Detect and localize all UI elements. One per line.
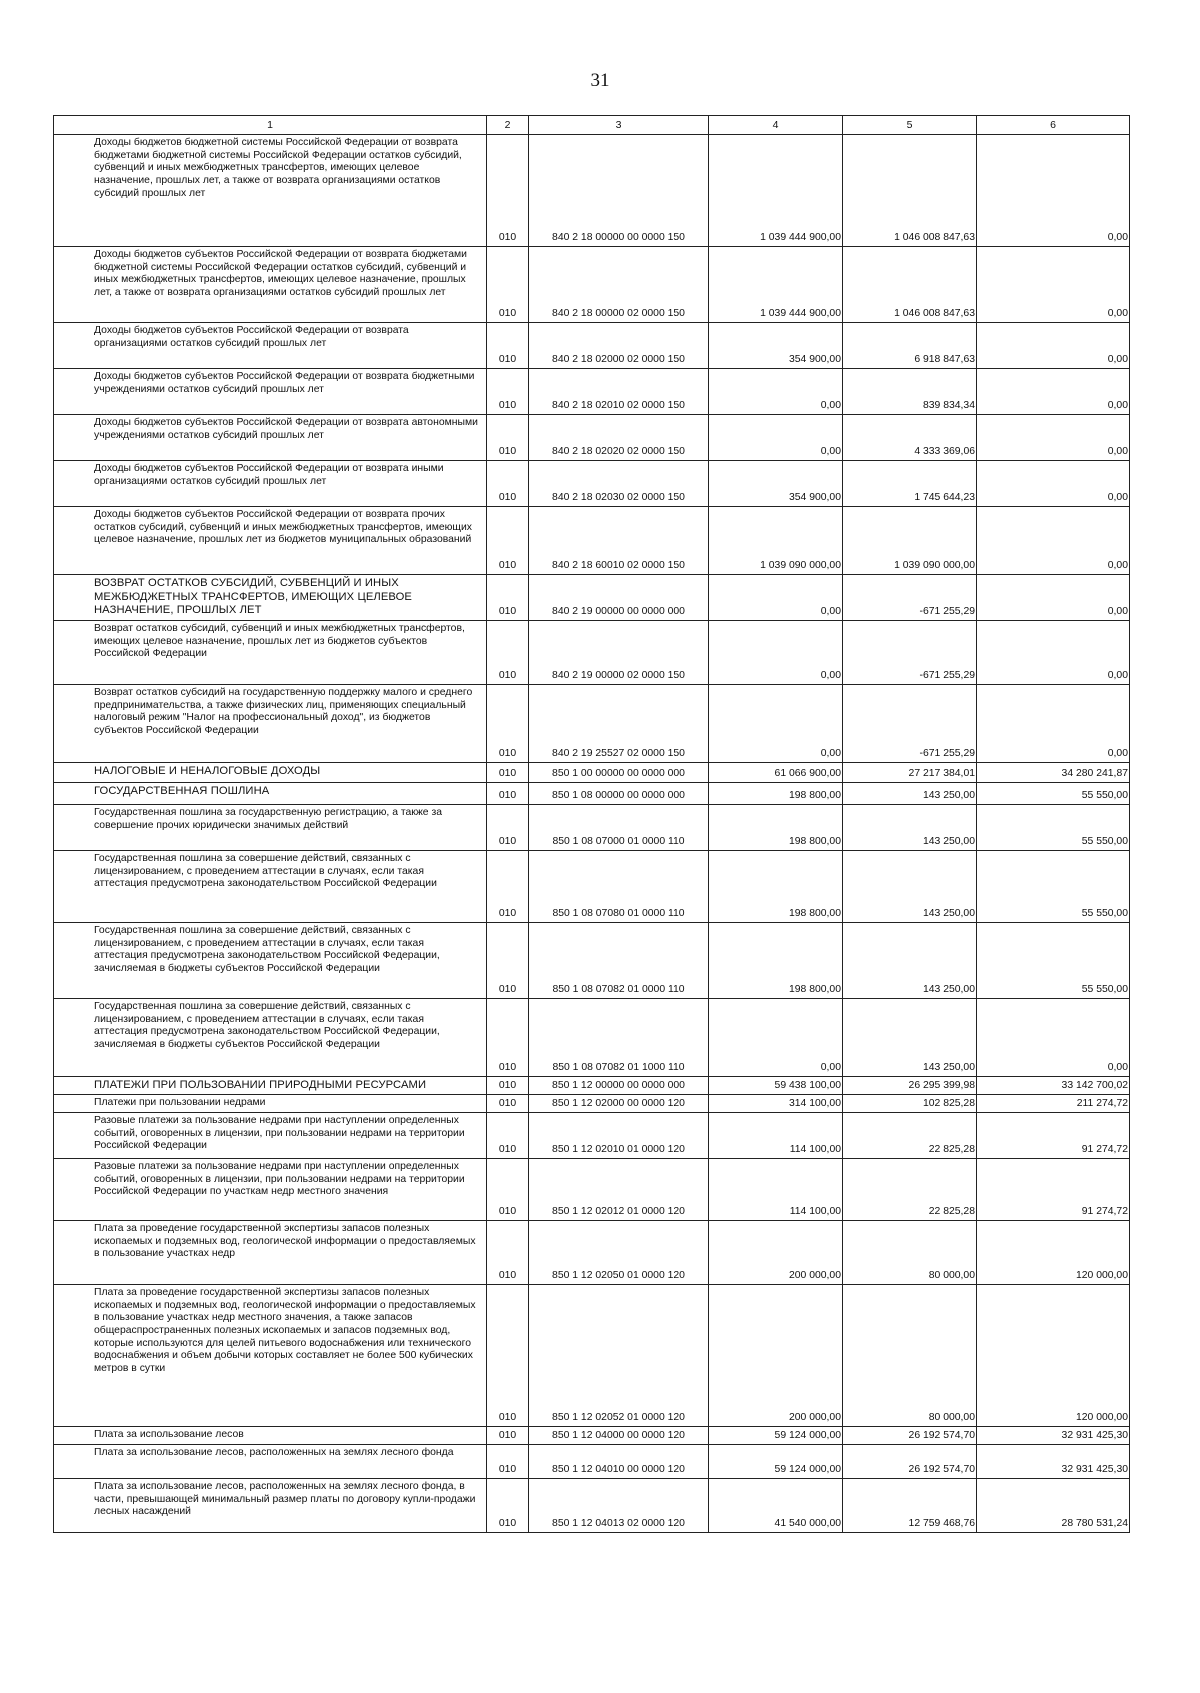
page-number: 31 xyxy=(590,70,610,91)
row-unexecuted-amount: 55 550,00 xyxy=(977,805,1130,851)
table-row xyxy=(54,1285,1130,1427)
row-approved-amount: 198 800,00 xyxy=(709,783,843,805)
row-executed-amount: 143 250,00 xyxy=(843,923,977,999)
row-kbk-code: 850 1 12 04010 00 0000 120 xyxy=(529,1445,709,1479)
budget-table xyxy=(53,115,1130,1533)
table-row xyxy=(54,783,1130,805)
row-approved-amount: 0,00 xyxy=(709,621,843,685)
row-code: 010 xyxy=(487,575,529,621)
row-name: Государственная пошлина за совершение действий, связанных с лицензированием, с проведением аттестации в случаях, если такая аттестация предусмотрена законодательством Российской Федерации xyxy=(54,851,487,923)
row-unexecuted-amount: 0,00 xyxy=(977,999,1130,1077)
row-executed-amount: 80 000,00 xyxy=(843,1285,977,1427)
table-row xyxy=(54,1445,1130,1479)
row-approved-amount: 1 039 090 000,00 xyxy=(709,507,843,575)
row-code: 010 xyxy=(487,685,529,763)
header-col-6: 6 xyxy=(977,116,1130,135)
row-unexecuted-amount: 0,00 xyxy=(977,575,1130,621)
row-code: 010 xyxy=(487,851,529,923)
table-row xyxy=(54,805,1130,851)
row-unexecuted-amount: 120 000,00 xyxy=(977,1221,1130,1285)
row-kbk-code: 850 1 12 02052 01 0000 120 xyxy=(529,1285,709,1427)
row-code: 010 xyxy=(487,1095,529,1113)
row-executed-amount: 1 046 008 847,63 xyxy=(843,247,977,323)
row-name: Государственная пошлина за государственную регистрацию, а также за совершение прочих юридически значимых действий xyxy=(54,805,487,851)
row-name: Доходы бюджетов бюджетной системы Российской Федерации от возврата бюджетами бюджетной системы Российской Федерации остатков субсидий, субвенций и иных межбюджетных трансфертов, имеющих целевое назначение, прошлых лет, а также от возврата организациями остатков субсидий прошлых лет xyxy=(54,135,487,247)
row-code: 010 xyxy=(487,1077,529,1095)
row-unexecuted-amount: 32 931 425,30 xyxy=(977,1427,1130,1445)
row-unexecuted-amount: 0,00 xyxy=(977,461,1130,507)
row-code: 010 xyxy=(487,1479,529,1533)
row-name: Доходы бюджетов субъектов Российской Федерации от возврата иными организациями остатков субсидий прошлых лет xyxy=(54,461,487,507)
row-name: Разовые платежи за пользование недрами при наступлении определенных событий, оговоренных в лицензии, при пользовании недрами на территории Российской Федерации xyxy=(54,1113,487,1159)
row-executed-amount: 6 918 847,63 xyxy=(843,323,977,369)
row-unexecuted-amount: 33 142 700,02 xyxy=(977,1077,1130,1095)
table-row xyxy=(54,1479,1130,1533)
row-approved-amount: 61 066 900,00 xyxy=(709,763,843,783)
row-kbk-code: 840 2 18 60010 02 0000 150 xyxy=(529,507,709,575)
table-row xyxy=(54,1221,1130,1285)
table-row xyxy=(54,507,1130,575)
row-code: 010 xyxy=(487,783,529,805)
row-unexecuted-amount: 0,00 xyxy=(977,135,1130,247)
row-executed-amount: 1 039 090 000,00 xyxy=(843,507,977,575)
row-executed-amount: 26 295 399,98 xyxy=(843,1077,977,1095)
row-name: Плата за проведение государственной экспертизы запасов полезных ископаемых и подземных вод, геологической информации о предоставляемых в пользование участках недр xyxy=(54,1221,487,1285)
row-unexecuted-amount: 211 274,72 xyxy=(977,1095,1130,1113)
row-executed-amount: 22 825,28 xyxy=(843,1159,977,1221)
row-code: 010 xyxy=(487,323,529,369)
row-approved-amount: 354 900,00 xyxy=(709,461,843,507)
row-approved-amount: 0,00 xyxy=(709,415,843,461)
row-kbk-code: 840 2 19 00000 02 0000 150 xyxy=(529,621,709,685)
row-kbk-code: 850 1 08 07000 01 0000 110 xyxy=(529,805,709,851)
row-kbk-code: 850 1 12 02050 01 0000 120 xyxy=(529,1221,709,1285)
row-code: 010 xyxy=(487,1445,529,1479)
row-kbk-code: 840 2 18 00000 02 0000 150 xyxy=(529,247,709,323)
row-kbk-code: 850 1 08 07082 01 0000 110 xyxy=(529,923,709,999)
row-kbk-code: 840 2 18 02000 02 0000 150 xyxy=(529,323,709,369)
row-approved-amount: 200 000,00 xyxy=(709,1221,843,1285)
header-col-1: 1 xyxy=(54,116,487,135)
row-unexecuted-amount: 0,00 xyxy=(977,415,1130,461)
row-name: Государственная пошлина за совершение действий, связанных с лицензированием, с проведением аттестации в случаях, если такая аттестация предусмотрена законодательством Российской Федерации, зачисляемая в бюджеты субъектов Российской Федерации xyxy=(54,999,487,1077)
header-col-2: 2 xyxy=(487,116,529,135)
row-approved-amount: 354 900,00 xyxy=(709,323,843,369)
row-name: Плата за использование лесов, расположенных на землях лесного фонда, в части, превышающей минимальный размер платы по договору купли-продажи лесных насаждений xyxy=(54,1479,487,1533)
row-executed-amount: 839 834,34 xyxy=(843,369,977,415)
table-row xyxy=(54,415,1130,461)
row-approved-amount: 0,00 xyxy=(709,575,843,621)
table-row xyxy=(54,575,1130,621)
row-approved-amount: 1 039 444 900,00 xyxy=(709,135,843,247)
row-name: Доходы бюджетов субъектов Российской Федерации от возврата организациями остатков субсидий прошлых лет xyxy=(54,323,487,369)
row-name: Доходы бюджетов субъектов Российской Федерации от возврата бюджетными учреждениями остатков субсидий прошлых лет xyxy=(54,369,487,415)
row-executed-amount: 4 333 369,06 xyxy=(843,415,977,461)
row-unexecuted-amount: 0,00 xyxy=(977,507,1130,575)
row-kbk-code: 840 2 18 02020 02 0000 150 xyxy=(529,415,709,461)
row-kbk-code: 850 1 12 02012 01 0000 120 xyxy=(529,1159,709,1221)
row-code: 010 xyxy=(487,461,529,507)
row-unexecuted-amount: 91 274,72 xyxy=(977,1159,1130,1221)
row-kbk-code: 850 1 08 07080 01 0000 110 xyxy=(529,851,709,923)
row-name: Плата за использование лесов xyxy=(54,1427,487,1445)
row-kbk-code: 850 1 12 04000 00 0000 120 xyxy=(529,1427,709,1445)
row-approved-amount: 59 124 000,00 xyxy=(709,1445,843,1479)
row-executed-amount: 102 825,28 xyxy=(843,1095,977,1113)
row-approved-amount: 114 100,00 xyxy=(709,1113,843,1159)
table-header xyxy=(54,116,1130,135)
row-name: ВОЗВРАТ ОСТАТКОВ СУБСИДИЙ, СУБВЕНЦИЙ И ИНЫХ МЕЖБЮДЖЕТНЫХ ТРАНСФЕРТОВ, ИМЕЮЩИХ ЦЕЛЕВОЕ НАЗНАЧЕНИЕ, ПРОШЛЫХ ЛЕТ xyxy=(54,575,487,621)
row-kbk-code: 840 2 18 02030 02 0000 150 xyxy=(529,461,709,507)
row-approved-amount: 198 800,00 xyxy=(709,923,843,999)
row-unexecuted-amount: 55 550,00 xyxy=(977,783,1130,805)
row-executed-amount: -671 255,29 xyxy=(843,621,977,685)
row-code: 010 xyxy=(487,1159,529,1221)
row-unexecuted-amount: 34 280 241,87 xyxy=(977,763,1130,783)
row-code: 010 xyxy=(487,135,529,247)
row-kbk-code: 850 1 12 02010 01 0000 120 xyxy=(529,1113,709,1159)
row-code: 010 xyxy=(487,621,529,685)
row-kbk-code: 840 2 18 02010 02 0000 150 xyxy=(529,369,709,415)
table-row xyxy=(54,1113,1130,1159)
row-approved-amount: 0,00 xyxy=(709,999,843,1077)
row-executed-amount: 143 250,00 xyxy=(843,783,977,805)
table-row xyxy=(54,135,1130,247)
table-row xyxy=(54,621,1130,685)
row-executed-amount: 12 759 468,76 xyxy=(843,1479,977,1533)
row-unexecuted-amount: 55 550,00 xyxy=(977,923,1130,999)
table-row xyxy=(54,1077,1130,1095)
row-kbk-code: 850 1 12 00000 00 0000 000 xyxy=(529,1077,709,1095)
row-unexecuted-amount: 0,00 xyxy=(977,247,1130,323)
row-name: Платежи при пользовании недрами xyxy=(54,1095,487,1113)
table-row xyxy=(54,685,1130,763)
row-approved-amount: 200 000,00 xyxy=(709,1285,843,1427)
row-approved-amount: 41 540 000,00 xyxy=(709,1479,843,1533)
table-row xyxy=(54,763,1130,783)
table-row xyxy=(54,323,1130,369)
row-name: Возврат остатков субсидий на государственную поддержку малого и среднего предпринимательства, а также физических лиц, применяющих специальный налоговый режим "Налог на профессиональный доход", из бюджетов субъектов Российской Федерации xyxy=(54,685,487,763)
row-kbk-code: 850 1 12 02000 00 0000 120 xyxy=(529,1095,709,1113)
row-name: НАЛОГОВЫЕ И НЕНАЛОГОВЫЕ ДОХОДЫ xyxy=(54,763,487,783)
row-approved-amount: 1 039 444 900,00 xyxy=(709,247,843,323)
row-name: ГОСУДАРСТВЕННАЯ ПОШЛИНА xyxy=(54,783,487,805)
header-col-3: 3 xyxy=(529,116,709,135)
table-row xyxy=(54,1095,1130,1113)
row-executed-amount: 80 000,00 xyxy=(843,1221,977,1285)
row-unexecuted-amount: 28 780 531,24 xyxy=(977,1479,1130,1533)
table-row xyxy=(54,999,1130,1077)
row-kbk-code: 850 1 12 04013 02 0000 120 xyxy=(529,1479,709,1533)
row-code: 010 xyxy=(487,763,529,783)
row-executed-amount: 26 192 574,70 xyxy=(843,1445,977,1479)
row-kbk-code: 850 1 08 07082 01 1000 110 xyxy=(529,999,709,1077)
row-code: 010 xyxy=(487,1221,529,1285)
row-executed-amount: 1 046 008 847,63 xyxy=(843,135,977,247)
row-name: Плата за проведение государственной экспертизы запасов полезных ископаемых и подземных вод, геологической информации о предоставляемых в пользование участках недр местного значения, а также запасов общераспространенных полезных ископаемых и запасов подземных вод, которые используются для целей питьевого водоснабжения или технического водоснабжения и объем добычи которых составляет не более 500 кубических метров в сутки xyxy=(54,1285,487,1427)
row-unexecuted-amount: 120 000,00 xyxy=(977,1285,1130,1427)
row-name: Плата за использование лесов, расположенных на землях лесного фонда xyxy=(54,1445,487,1479)
row-approved-amount: 59 124 000,00 xyxy=(709,1427,843,1445)
row-code: 010 xyxy=(487,1285,529,1427)
row-name: Доходы бюджетов субъектов Российской Федерации от возврата прочих остатков субсидий, субвенций и иных межбюджетных трансфертов, имеющих целевое назначение, прошлых лет из бюджетов муниципальных образований xyxy=(54,507,487,575)
row-approved-amount: 198 800,00 xyxy=(709,805,843,851)
row-name: Доходы бюджетов субъектов Российской Федерации от возврата автономными учреждениями остатков субсидий прошлых лет xyxy=(54,415,487,461)
row-unexecuted-amount: 0,00 xyxy=(977,685,1130,763)
row-code: 010 xyxy=(487,1427,529,1445)
row-executed-amount: 1 745 644,23 xyxy=(843,461,977,507)
row-kbk-code: 850 1 08 00000 00 0000 000 xyxy=(529,783,709,805)
row-unexecuted-amount: 32 931 425,30 xyxy=(977,1445,1130,1479)
row-code: 010 xyxy=(487,369,529,415)
row-executed-amount: -671 255,29 xyxy=(843,685,977,763)
row-approved-amount: 198 800,00 xyxy=(709,851,843,923)
row-name: Государственная пошлина за совершение действий, связанных с лицензированием, с проведением аттестации в случаях, если такая аттестация предусмотрена законодательством Российской Федерации, зачисляемая в бюджеты субъектов Российской Федерации xyxy=(54,923,487,999)
row-code: 010 xyxy=(487,999,529,1077)
row-code: 010 xyxy=(487,507,529,575)
header-col-4: 4 xyxy=(709,116,843,135)
header-col-5: 5 xyxy=(843,116,977,135)
row-kbk-code: 840 2 19 00000 00 0000 000 xyxy=(529,575,709,621)
row-unexecuted-amount: 91 274,72 xyxy=(977,1113,1130,1159)
table-row xyxy=(54,247,1130,323)
row-code: 010 xyxy=(487,805,529,851)
row-executed-amount: 143 250,00 xyxy=(843,851,977,923)
header-row xyxy=(54,116,1130,135)
row-approved-amount: 114 100,00 xyxy=(709,1159,843,1221)
table-row xyxy=(54,923,1130,999)
row-approved-amount: 0,00 xyxy=(709,369,843,415)
row-executed-amount: 143 250,00 xyxy=(843,999,977,1077)
table-row xyxy=(54,1159,1130,1221)
table-row xyxy=(54,369,1130,415)
row-unexecuted-amount: 0,00 xyxy=(977,369,1130,415)
row-code: 010 xyxy=(487,415,529,461)
row-unexecuted-amount: 55 550,00 xyxy=(977,851,1130,923)
row-code: 010 xyxy=(487,923,529,999)
row-executed-amount: 22 825,28 xyxy=(843,1113,977,1159)
row-kbk-code: 850 1 00 00000 00 0000 000 xyxy=(529,763,709,783)
row-approved-amount: 0,00 xyxy=(709,685,843,763)
row-executed-amount: 143 250,00 xyxy=(843,805,977,851)
row-kbk-code: 840 2 19 25527 02 0000 150 xyxy=(529,685,709,763)
table-row xyxy=(54,851,1130,923)
row-executed-amount: 27 217 384,01 xyxy=(843,763,977,783)
row-code: 010 xyxy=(487,1113,529,1159)
row-name: Возврат остатков субсидий, субвенций и иных межбюджетных трансфертов, имеющих целевое назначение, прошлых лет из бюджетов субъектов Российской Федерации xyxy=(54,621,487,685)
row-code: 010 xyxy=(487,247,529,323)
row-name: ПЛАТЕЖИ ПРИ ПОЛЬЗОВАНИИ ПРИРОДНЫМИ РЕСУРСАМИ xyxy=(54,1077,487,1095)
table-row xyxy=(54,1427,1130,1445)
row-executed-amount: 26 192 574,70 xyxy=(843,1427,977,1445)
row-approved-amount: 314 100,00 xyxy=(709,1095,843,1113)
row-kbk-code: 840 2 18 00000 00 0000 150 xyxy=(529,135,709,247)
row-name: Разовые платежи за пользование недрами при наступлении определенных событий, оговоренных в лицензии, при пользовании недрами на территории Российской Федерации по участкам недр местного значения xyxy=(54,1159,487,1221)
row-unexecuted-amount: 0,00 xyxy=(977,323,1130,369)
row-unexecuted-amount: 0,00 xyxy=(977,621,1130,685)
table-body xyxy=(54,135,1130,1533)
row-name: Доходы бюджетов субъектов Российской Федерации от возврата бюджетами бюджетной системы Российской Федерации остатков субсидий, субвенций и иных межбюджетных трансфертов, имеющих целевое назначение, прошлых лет, а также от возврата организациями остатков субсидий прошлых лет xyxy=(54,247,487,323)
table-row xyxy=(54,461,1130,507)
row-approved-amount: 59 438 100,00 xyxy=(709,1077,843,1095)
row-executed-amount: -671 255,29 xyxy=(843,575,977,621)
